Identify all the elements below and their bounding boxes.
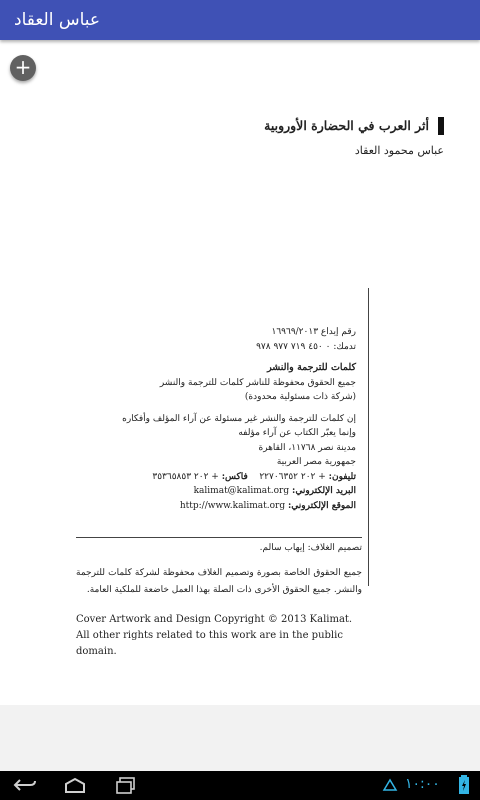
- disclaimer-line-2: وإنما يعبّر الكتاب عن آراء مؤلفه: [238, 428, 356, 438]
- book-author: عباس محمود العقاد: [354, 144, 444, 157]
- email-link[interactable]: kalimat@kalimat.org: [193, 486, 290, 496]
- fax-number: + ٢٠٢ ٣٥٣٦٥٨٥٣: [152, 471, 219, 482]
- system-nav-bar: [0, 771, 480, 800]
- back-icon[interactable]: [12, 777, 38, 794]
- website-line: [66, 499, 356, 514]
- app-bar: [0, 0, 480, 40]
- publisher-name: كلمات للترجمة والنشر: [267, 362, 356, 373]
- phone-label: تليفون:: [328, 471, 356, 482]
- email-label: البريد الإلكتروني:: [292, 486, 356, 496]
- cover-rights: جميع الحقوق الخاصة بصورة وتصميم الغلاف محفوظة لشركة كلمات للترجمة والنشر. جميع الحقوق الأخرى ذات الصلة بهذا العمل خاضعة للملكية العامة.: [76, 568, 362, 595]
- page-gutter: [0, 705, 480, 771]
- horizontal-divider: [76, 537, 362, 538]
- battery-icon: [458, 775, 470, 795]
- website-link[interactable]: http://www.kalimat.org: [179, 500, 286, 511]
- disclaimer-line-1: إن كلمات للترجمة والنشر غير مسئولة عن آراء المؤلف وأفكاره: [122, 413, 356, 424]
- phone-number: + ٢٠٢ ٢٢٧٠٦٣٥٢: [259, 471, 326, 482]
- book-page: [0, 40, 480, 705]
- add-button[interactable]: +: [10, 55, 36, 81]
- cover-credits: [76, 540, 362, 599]
- book-title: أثر العرب في الحضارة الأوروبية: [264, 117, 444, 135]
- vertical-divider: [368, 288, 369, 586]
- address-line-2: جمهورية مصر العربية: [276, 457, 356, 467]
- home-icon[interactable]: [62, 777, 88, 794]
- copyright-line-1: Cover Artwork and Design Copyright © 2013 Kalimat.: [76, 614, 353, 625]
- rights-line-2: (شركة ذات مسئولية محدودة): [244, 392, 356, 402]
- notification-icon: [382, 777, 398, 793]
- clock: ١٠:٠٠: [405, 776, 440, 792]
- address-line-1: مدينة نصر ١١٧٦٨، القاهرة: [258, 442, 356, 453]
- phone-fax-line: [66, 470, 356, 485]
- isbn: تدمك: ٠ ٤٥٠ ٧١٩ ٩٧٧ ٩٧٨: [256, 341, 356, 352]
- website-label: الموقع الإلكتروني:: [287, 500, 356, 511]
- cover-designer: تصميم الغلاف: إيهاب سالم.: [259, 543, 362, 553]
- app-title: عباس العقاد: [14, 10, 101, 30]
- english-copyright: [76, 612, 376, 660]
- copyright-line-2: All other rights related to this work are in the public domain.: [76, 630, 343, 657]
- imprint-block: [66, 325, 356, 513]
- deposit-number: رقم إيداع ١٦٩٦٩/٢٠١٣: [271, 327, 356, 337]
- fax-label: فاكس:: [221, 471, 248, 482]
- email-line: [66, 484, 356, 499]
- rights-line-1: جميع الحقوق محفوظة للناشر كلمات للترجمة والنشر: [159, 377, 356, 388]
- recent-apps-icon[interactable]: [113, 776, 139, 795]
